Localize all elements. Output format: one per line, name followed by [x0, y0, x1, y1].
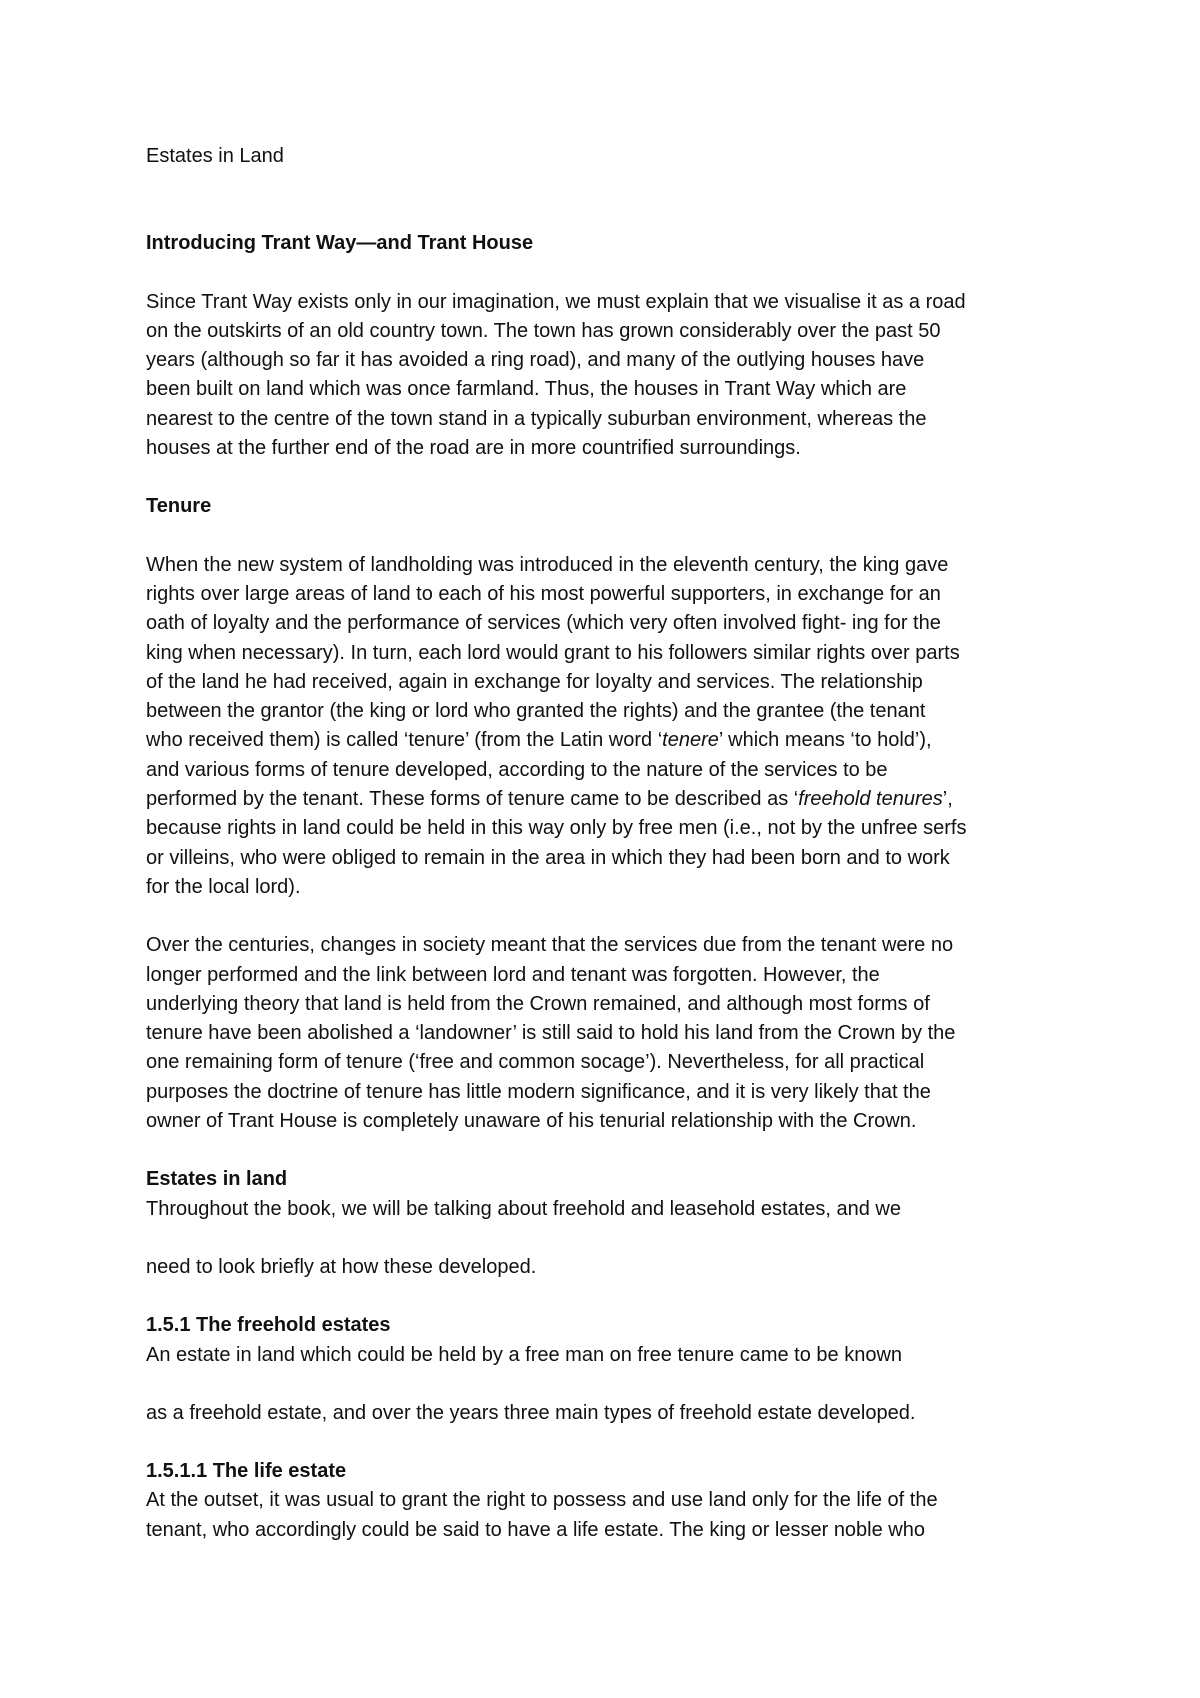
text-line: one remaining form of tenure (‘free and common socage’). Nevertheless, for all practical	[146, 1051, 925, 1074]
text-line: king when necessary). In turn, each lord would grant to his followers similar rights over parts	[146, 641, 960, 664]
text-line: When the new system of landholding was introduced in the eleventh century, the king gave	[146, 553, 949, 576]
text-fragment: who received them) is called ‘tenure’ (from the Latin word ‘	[146, 729, 663, 752]
section-freehold-estates	[146, 1311, 1076, 1428]
text-line: tenant, who accordingly could be said to have a life estate. The king or lesser noble who	[146, 1518, 925, 1541]
text-line: between the grantor (the king or lord who granted the rights) and the grantee (the tenant	[146, 700, 926, 723]
text-line: on the outskirts of an old country town. The town has grown considerably over the past 50	[146, 319, 941, 342]
section-life-estate	[146, 1457, 1076, 1545]
text-line: At the outset, it was usual to grant the right to possess and use land only for the life of the	[146, 1489, 938, 1512]
paragraph-trant-way	[146, 288, 1076, 464]
text-line	[146, 726, 1076, 755]
text-line: houses at the further end of the road are in more countrified surroundings.	[146, 437, 801, 460]
italic-term: freehold tenures	[798, 788, 943, 811]
text-fragment: ’,	[942, 788, 953, 811]
text-line: underlying theory that land is held from the Crown remained, and although most forms of	[146, 992, 930, 1015]
text-line: oath of loyalty and the performance of services (which very often involved fight- ing for the	[146, 612, 941, 635]
section-estates-in-land	[146, 1165, 1076, 1282]
text-line: tenure have been abolished a ‘landowner’ is still said to hold his land from the Crown by the	[146, 1022, 956, 1045]
text-line: years (although so far it has avoided a ring road), and many of the outlying houses have	[146, 349, 925, 372]
latin-term: tenere	[662, 729, 719, 752]
document-page	[146, 142, 1076, 1545]
text-fragment: performed by the tenant. These forms of tenure came to be described as ‘	[146, 788, 799, 811]
text-line: Throughout the book, we will be talking about freehold and leasehold estates, and we	[146, 1197, 901, 1220]
text-line: and various forms of tenure developed, according to the nature of the services to be	[146, 758, 888, 781]
text-line: Since Trant Way exists only in our imagination, we must explain that we visualise it as a road	[146, 290, 966, 313]
text-line: purposes the doctrine of tenure has little modern significance, and it is very likely that the	[146, 1080, 931, 1103]
text-line: longer performed and the link between lord and tenant was forgotten. However, the	[146, 963, 880, 986]
text-line: need to look briefly at how these developed.	[146, 1255, 537, 1278]
text-line: been built on land which was once farmland. Thus, the houses in Trant Way which are	[146, 378, 907, 401]
document-title: Estates in Land	[146, 145, 284, 167]
section-heading-life-estate: 1.5.1.1 The life estate	[146, 1460, 347, 1483]
section-heading-estates-in-land: Estates in land	[146, 1168, 288, 1191]
text-line: as a freehold estate, and over the years three main types of freehold estate developed.	[146, 1401, 916, 1424]
section-heading-freehold-estates: 1.5.1 The freehold estates	[146, 1314, 391, 1337]
text-line	[146, 785, 1076, 814]
text-line: because rights in land could be held in this way only by free men (i.e., not by the unfree serfs	[146, 817, 967, 840]
text-line: rights over large areas of land to each of his most powerful supporters, in exchange for an	[146, 582, 941, 605]
section-heading-trant-way: Introducing Trant Way—and Trant House	[146, 232, 534, 255]
section-heading-tenure: Tenure	[146, 495, 212, 518]
text-line: nearest to the centre of the town stand in a typically suburban environment, whereas the	[146, 407, 927, 430]
text-line: owner of Trant House is completely unaware of his tenurial relationship with the Crown.	[146, 1110, 917, 1133]
paragraph-tenure-1	[146, 551, 1076, 903]
text-line: for the local lord).	[146, 875, 301, 898]
text-line: An estate in land which could be held by a free man on free tenure came to be known	[146, 1343, 903, 1366]
paragraph-tenure-2	[146, 931, 1076, 1136]
text-line: Over the centuries, changes in society meant that the services due from the tenant were no	[146, 934, 954, 957]
text-line: of the land he had received, again in exchange for loyalty and services. The relationship	[146, 670, 923, 693]
text-line: or villeins, who were obliged to remain in the area in which they had been born and to work	[146, 846, 950, 869]
text-fragment: ’ which means ‘to hold’),	[718, 729, 932, 752]
